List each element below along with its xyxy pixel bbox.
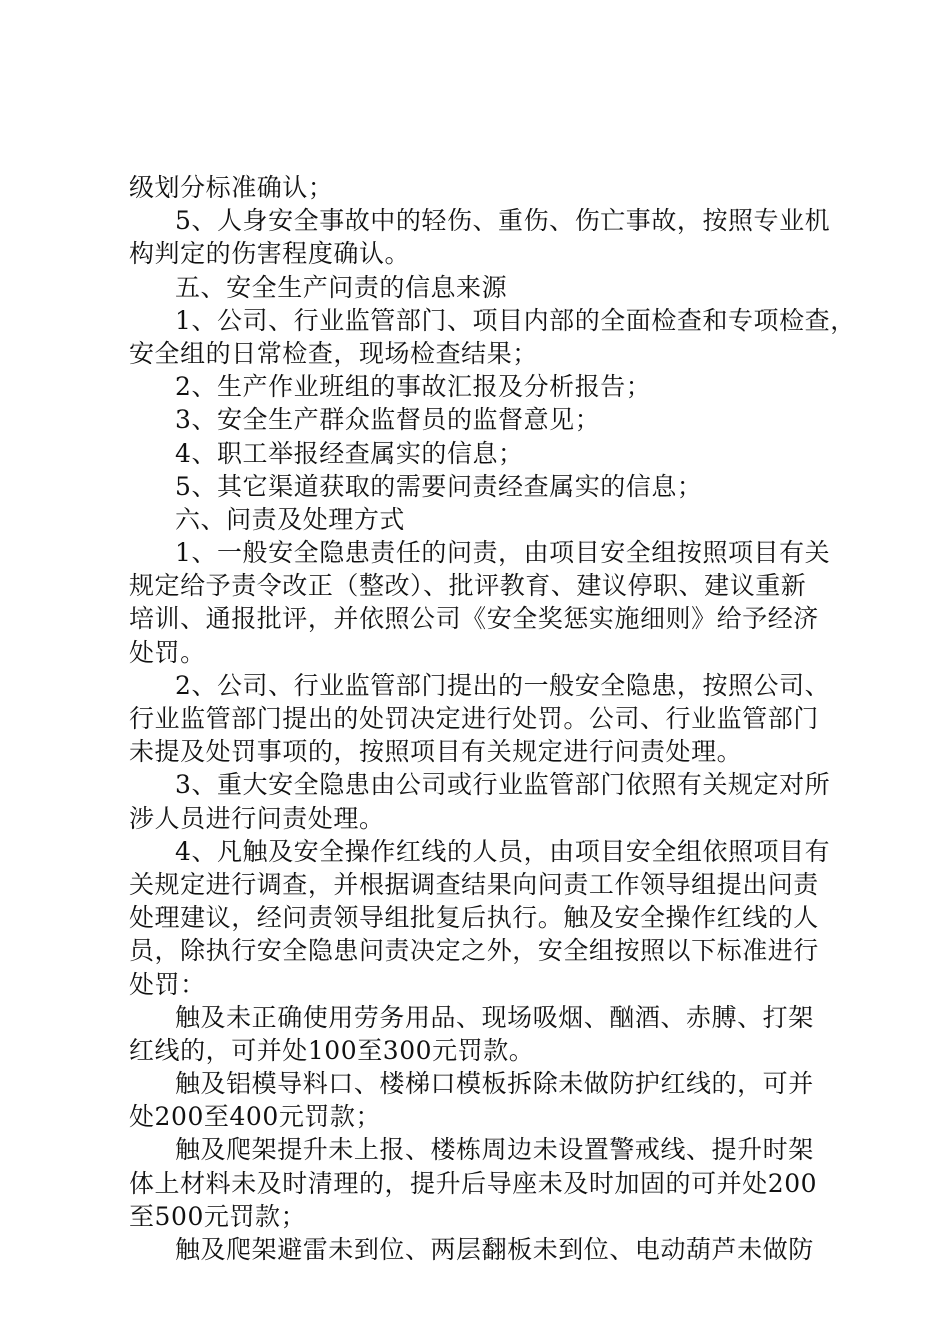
text-line: 2、公司、行业监管部门提出的一般安全隐患，按照公司、 bbox=[175, 670, 831, 700]
text-line: 体上材料未及时清理的，提升后导座未及时加固的可并处200 bbox=[129, 1168, 818, 1198]
text-line: 红线的，可并处100至300元罚款。 bbox=[129, 1035, 535, 1065]
text-line: 1、公司、行业监管部门、项目内部的全面检查和专项检查， bbox=[175, 305, 856, 335]
text-line: 5、其它渠道获取的需要问责经查属实的信息； bbox=[175, 471, 703, 501]
text-line: 4、职工举报经查属实的信息； bbox=[175, 438, 524, 468]
text-line: 员，除执行安全隐患问责决定之外，安全组按照以下标准进行 bbox=[129, 936, 819, 966]
text-line: 触及爬架避雷未到位、两层翻板未到位、电动葫芦未做防 bbox=[175, 1235, 814, 1264]
text-line: 处罚。 bbox=[129, 637, 206, 667]
text-line: 涉人员进行问责处理。 bbox=[129, 803, 385, 833]
text-line: 行业监管部门提出的处罚决定进行处罚。公司、行业监管部门 bbox=[129, 704, 819, 733]
text-line: 未提及处罚事项的，按照项目有关规定进行问责处理。 bbox=[129, 737, 743, 767]
text-line: 处200至400元罚款； bbox=[129, 1102, 382, 1132]
text-line: 六、问责及处理方式 bbox=[175, 504, 405, 534]
text-line: 4、凡触及安全操作红线的人员，由项目安全组依照项目有 bbox=[175, 836, 831, 866]
text-line: 触及铝模导料口、楼梯口模板拆除未做防护红线的，可并 bbox=[175, 1069, 814, 1099]
text-line: 关规定进行调查，并根据调查结果向问责工作领导组提出问责 bbox=[129, 869, 819, 899]
text-line: 五、安全生产问责的信息来源 bbox=[175, 272, 508, 302]
document-body bbox=[129, 171, 856, 1266]
text-line: 构判定的伤害程度确认。 bbox=[129, 239, 411, 269]
text-line: 触及未正确使用劳务用品、现场吸烟、酗酒、赤膊、打架 bbox=[175, 1002, 814, 1032]
text-line: 安全组的日常检查，现场检查结果； bbox=[129, 338, 538, 368]
text-line: 3、安全生产群众监督员的监督意见； bbox=[175, 405, 601, 435]
text-line: 3、重大安全隐患由公司或行业监管部门依照有关规定对所 bbox=[175, 770, 831, 800]
text-line: 处理建议，经问责领导组批复后执行。触及安全操作红线的人 bbox=[129, 903, 819, 933]
text-line: 规定给予责令改正（整改）、批评教育、建议停职、建议重新 bbox=[129, 571, 807, 601]
text-line: 处罚： bbox=[129, 969, 206, 999]
text-line: 至500元罚款； bbox=[129, 1201, 307, 1231]
text-line: 1、一般安全隐患责任的问责，由项目安全组按照项目有关 bbox=[175, 538, 831, 568]
text-line: 2、生产作业班组的事故汇报及分析报告； bbox=[175, 372, 652, 402]
text-line: 培训、通报批评，并依照公司《安全奖惩实施细则》给予经济 bbox=[129, 604, 819, 634]
text-line: 级划分标准确认； bbox=[129, 173, 334, 202]
text-line: 触及爬架提升未上报、楼栋周边未设置警戒线、提升时架 bbox=[175, 1135, 814, 1165]
text-line: 5、人身安全事故中的轻伤、重伤、伤亡事故，按照专业机 bbox=[175, 206, 831, 236]
